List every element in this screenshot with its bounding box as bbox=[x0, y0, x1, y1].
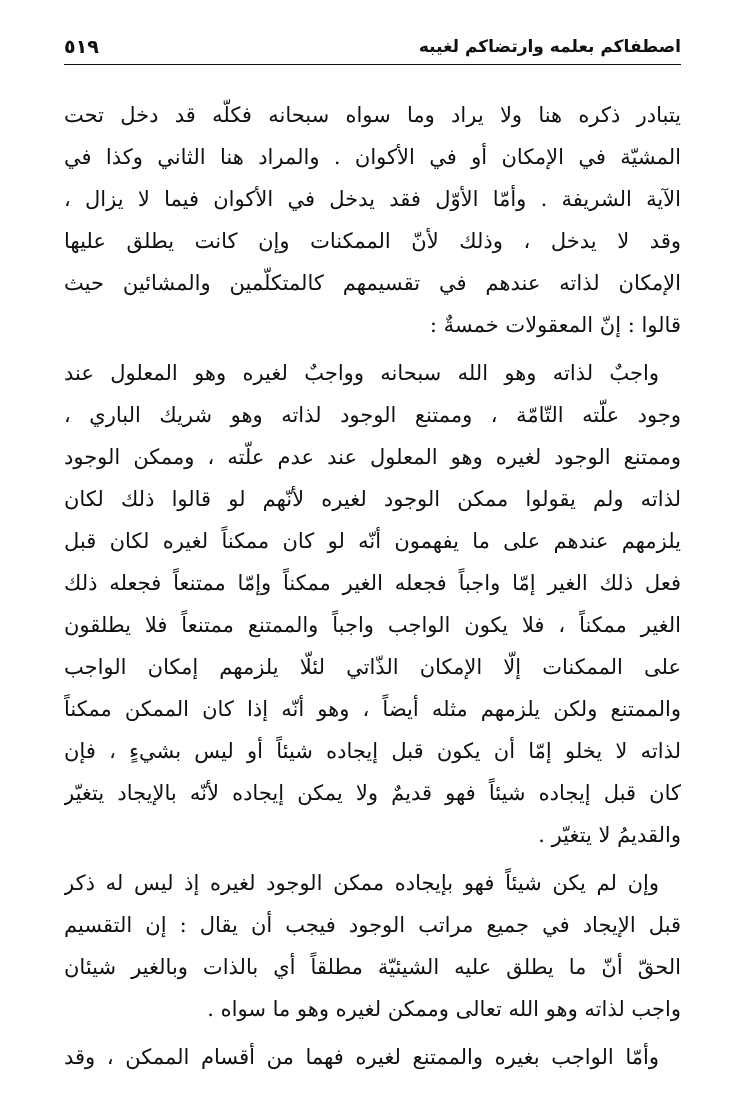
body-text bbox=[64, 94, 681, 1078]
text-line: الإمكان لذاته عندهم في تقسيمهم كالمتكلّمين والمشائين حيث bbox=[64, 271, 681, 295]
paragraph bbox=[64, 1036, 681, 1078]
text-line: وأمّا الواجب بغيره والممتنع لغيره فهما من أقسام الممكن ، وقد bbox=[64, 1045, 659, 1069]
text-line: قبل الإيجاد في جميع مراتب الوجود فيجب أن يقال : إن التقسيم bbox=[64, 913, 681, 937]
text-line: يتبادر ذكره هنا ولا يراد وما سواه سبحانه فكلّه قد دخل تحت bbox=[64, 103, 681, 127]
text-line: واجب لذاته وهو الله تعالى وممكن لغيره وهو ما سواه . bbox=[207, 997, 681, 1021]
text-line: يلزمهم عندهم على ما يفهمون أنّه لو كان ممكناً لغيره لكان قبل bbox=[64, 529, 681, 553]
text-line: وإن لم يكن شيئاً فهو بإيجاده ممكن الوجود لغيره إذ ليس له ذكر bbox=[64, 871, 659, 895]
text-line: كان قبل إيجاده شيئاً فهو قديمٌ ولا يمكن إيجاده لأنّه بالإيجاد يتغيّر bbox=[64, 781, 681, 805]
text-line: الغير ممكناً ، فلا يكون الواجب واجباً والممتنع ممتنعاً فلا يطلقون bbox=[64, 613, 681, 637]
text-line: فعل ذلك الغير إمّا واجباً فجعله الغير ممكناً وإمّا ممتنعاً فجعله ذلك bbox=[64, 571, 681, 595]
page-header bbox=[64, 30, 681, 65]
paragraph bbox=[64, 94, 681, 346]
text-line: قالوا : إنّ المعقولات خمسةٌ : bbox=[429, 313, 681, 337]
text-line: الحقّ أنّ ما يطلق عليه الشيئيّة مطلقاً أي بالذات وبالغير شيئان bbox=[64, 955, 681, 979]
text-line: على الممكنات إلّا الإمكان الذّاتي لئلّا يلزمهم إمكان الواجب bbox=[64, 655, 681, 679]
text-line: والممتنع ولكن يلزمهم مثله أيضاً ، وهو أنّه إذا كان الممكن ممكناً bbox=[64, 697, 681, 721]
paragraph bbox=[64, 352, 681, 856]
text-line: والقديمُ لا يتغيّر . bbox=[538, 823, 681, 847]
text-line: لذاته لا يخلو إمّا أن يكون قبل إيجاده شيئاً أو ليس بشيءٍ ، فإن bbox=[64, 739, 681, 763]
text-line: وقد لا يدخل ، وذلك لأنّ الممكنات وإن كانت يطلق عليها bbox=[64, 229, 681, 253]
running-title: اصطفاكم بعلمه وارتضاكم لغيبه bbox=[418, 37, 681, 57]
text-line: المشيّة في الإمكان أو في الأكوان . والمراد هنا الثاني وكذا في bbox=[64, 145, 681, 169]
text-line: وجود علّته التّامّة ، وممتنع الوجود لذاته وهو شريك الباري ، bbox=[64, 403, 681, 427]
text-line: لذاته ولم يقولوا ممكن الوجود لغيره لأنّهم لو قالوا ذلك لكان bbox=[64, 487, 681, 511]
text-line: واجبٌ لذاته وهو الله سبحانه وواجبٌ لغيره وهو المعلول عند bbox=[64, 361, 659, 385]
page-number: ٥١٩ bbox=[64, 36, 99, 58]
paragraph bbox=[64, 862, 681, 1030]
text-line: الآية الشريفة . وأمّا الأوّل فقد يدخل في الأكوان فيما لا يزال ، bbox=[64, 187, 681, 211]
text-line: وممتنع الوجود لغيره وهو المعلول عند عدم علّته ، وممكن الوجود bbox=[64, 445, 681, 469]
